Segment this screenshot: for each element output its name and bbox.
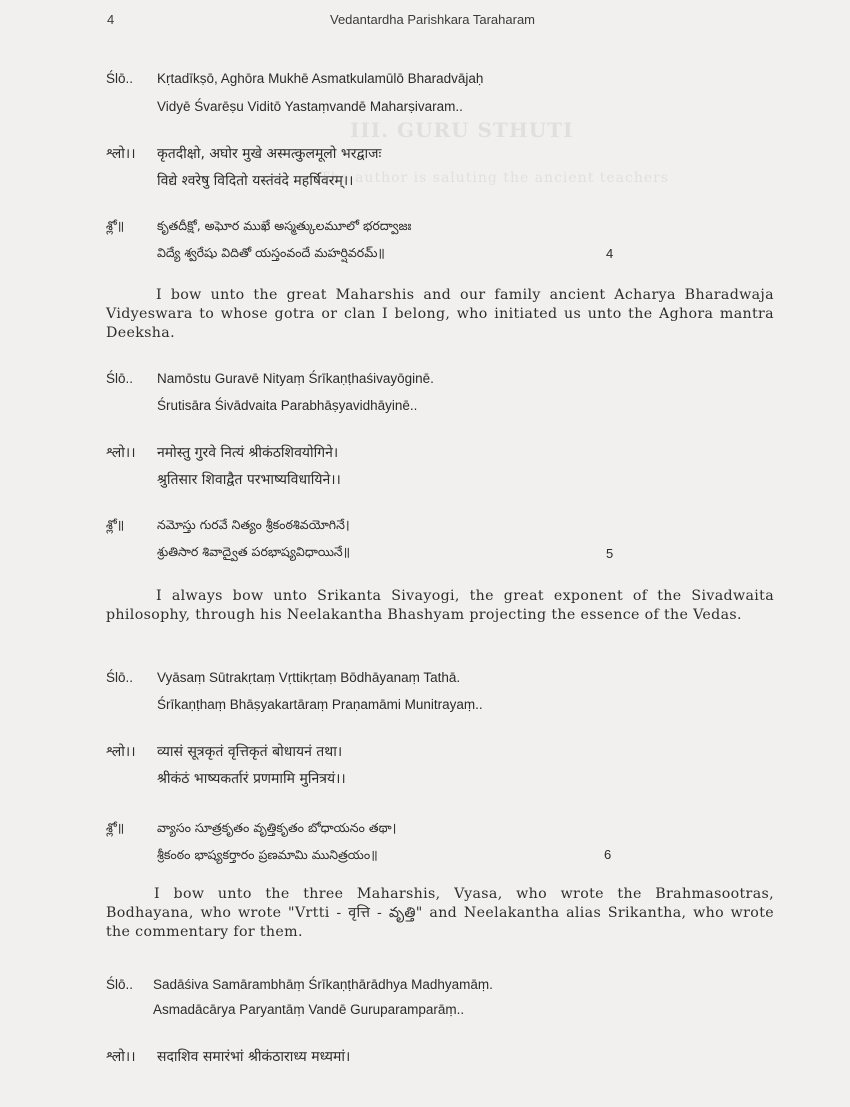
verse-1-telugu-line-2: విద్యే శ్వరేషు విదితో యస్తంవందే మహర్షివరమ్॥ xyxy=(157,245,385,260)
verse-4-slo-line-2: Asmadācārya Paryantāṃ Vandē Guruparamparāṃ.. xyxy=(153,1002,465,1017)
verse-3-devanagari-label: श्लो।। xyxy=(106,744,136,760)
verse-3-translation: I bow unto the three Maharshis, Vyasa, who wrote the Brahmasootras, Bodhayana, who wrote "Vrtti - वृत्ति - వృత్తి" and Neelakantha alias Srikantha, who wrote the commentary for them. xyxy=(106,886,774,940)
verse-4-slo-label: Ślō.. xyxy=(106,977,134,992)
verse-2-devanagari-line-1: नमोस्तु गुरवे नित्यं श्रीकंठशिवयोगिने। xyxy=(157,445,339,461)
verse-2-slo-label: Ślō.. xyxy=(106,371,134,386)
verse-1-translation: I bow unto the great Maharshis and our family ancient Acharya Bharadwaja Vidyeswara to whose gotra or clan I belong, who initiated us unto the Aghora mantra Deeksha. xyxy=(106,287,774,341)
verse-1-devanagari-line-1: कृतदीक्षो, अघोर मुखे अस्मत्कुलमूलो भरद्वाजः xyxy=(157,146,382,162)
verse-3-telugu-line-1: వ్యాసం సూత్రకృతం వృత్తికృతం బోధాయనం తథా। xyxy=(157,820,397,835)
verse-1-slo-label: Ślō.. xyxy=(106,71,134,86)
verse-2-devanagari-label: श्लो।। xyxy=(106,445,136,461)
running-title: Vedantardha Parishkara Taraharam xyxy=(330,12,535,27)
verse-3-telugu-line-2: శ్రీకంఠం భాష్యకర్తారం ప్రణమామి మునిత్రయం॥ xyxy=(157,847,378,862)
verse-3-devanagari-line-2: श्रीकंठं भाष्यकर्तारं प्रणमामि मुनित्रयं।। xyxy=(157,771,346,787)
page-number: 4 xyxy=(107,12,115,27)
verse-2-devanagari-line-2: श्रुतिसार शिवाद्वैत परभाष्यविधायिने।। xyxy=(157,472,341,488)
verse-1-slo-line-1: Kṛtadīkṣō, Aghōra Mukhē Asmatkulamūlō Bharadvājaḥ xyxy=(157,71,484,86)
bleed-through-heading: III. GURU STHUTI xyxy=(350,118,574,142)
verse-1-telugu-label: శ్లో॥ xyxy=(106,218,125,233)
verse-3-number: 6 xyxy=(604,847,612,862)
verse-1-devanagari-label: श्लो।। xyxy=(106,146,136,162)
bleed-through-line: The author is saluting the ancient teachers xyxy=(320,170,670,186)
verse-3-telugu-label: శ్లో॥ xyxy=(106,820,125,835)
verse-2-translation: I always bow unto Srikanta Sivayogi, the great exponent of the Sivadwaita philosophy, through his Neelakantha Bhashyam projecting the essence of the Vedas. xyxy=(106,588,774,623)
verse-2-slo-line-1: Namōstu Guravē Nityaṃ Śrīkaṇṭhaśivayōginē. xyxy=(157,371,434,386)
verse-4-slo-line-1: Sadāśiva Samārambhāṃ Śrīkaṇṭhārādhya Madhyamāṃ. xyxy=(153,977,493,992)
verse-2-telugu-line-1: నమోస్తు గురవే నిత్యం శ్రీకంఠశివయోగినే। xyxy=(157,517,350,532)
verse-1-telugu-line-1: కృతదీక్షో, అఘోర ముఖే అస్మత్కులమూలో భరద్వాజః xyxy=(157,218,412,233)
verse-2-telugu-label: శ్లో॥ xyxy=(106,517,125,532)
verse-3-slo-label: Ślō.. xyxy=(106,670,134,685)
verse-1-number: 4 xyxy=(606,246,614,261)
verse-4-devanagari-label: श्लो।। xyxy=(106,1049,136,1065)
verse-2-telugu-line-2: శ్రుతిసార శివాద్వైత పరభాష్యవిధాయినే॥ xyxy=(157,544,351,559)
verse-3-slo-line-1: Vyāsaṃ Sūtrakṛtaṃ Vṛttikṛtaṃ Bōdhāyanaṃ Tathā. xyxy=(157,670,461,685)
verse-2-slo-line-2: Śrutisāra Śivādvaita Parabhāṣyavidhāyinē.. xyxy=(157,398,418,413)
verse-2-number: 5 xyxy=(606,546,614,561)
verse-3-devanagari-line-1: व्यासं सूत्रकृतं वृत्तिकृतं बोधायनं तथा। xyxy=(157,744,343,760)
verse-4-devanagari-line-1: सदाशिव समारंभां श्रीकंठाराध्य मध्यमां। xyxy=(157,1049,351,1065)
verse-1-devanagari-line-2: विद्ये श्वरेषु विदितो यस्तंवंदे महर्षिवरम्।। xyxy=(157,173,354,189)
verse-3-slo-line-2: Śrīkaṇṭhaṃ Bhāṣyakartāraṃ Praṇamāmi Munitrayaṃ.. xyxy=(157,697,483,712)
verse-1-slo-line-2: Vidyē Śvarēṣu Viditō Yastaṃvandē Maharṣivaram.. xyxy=(157,99,463,114)
